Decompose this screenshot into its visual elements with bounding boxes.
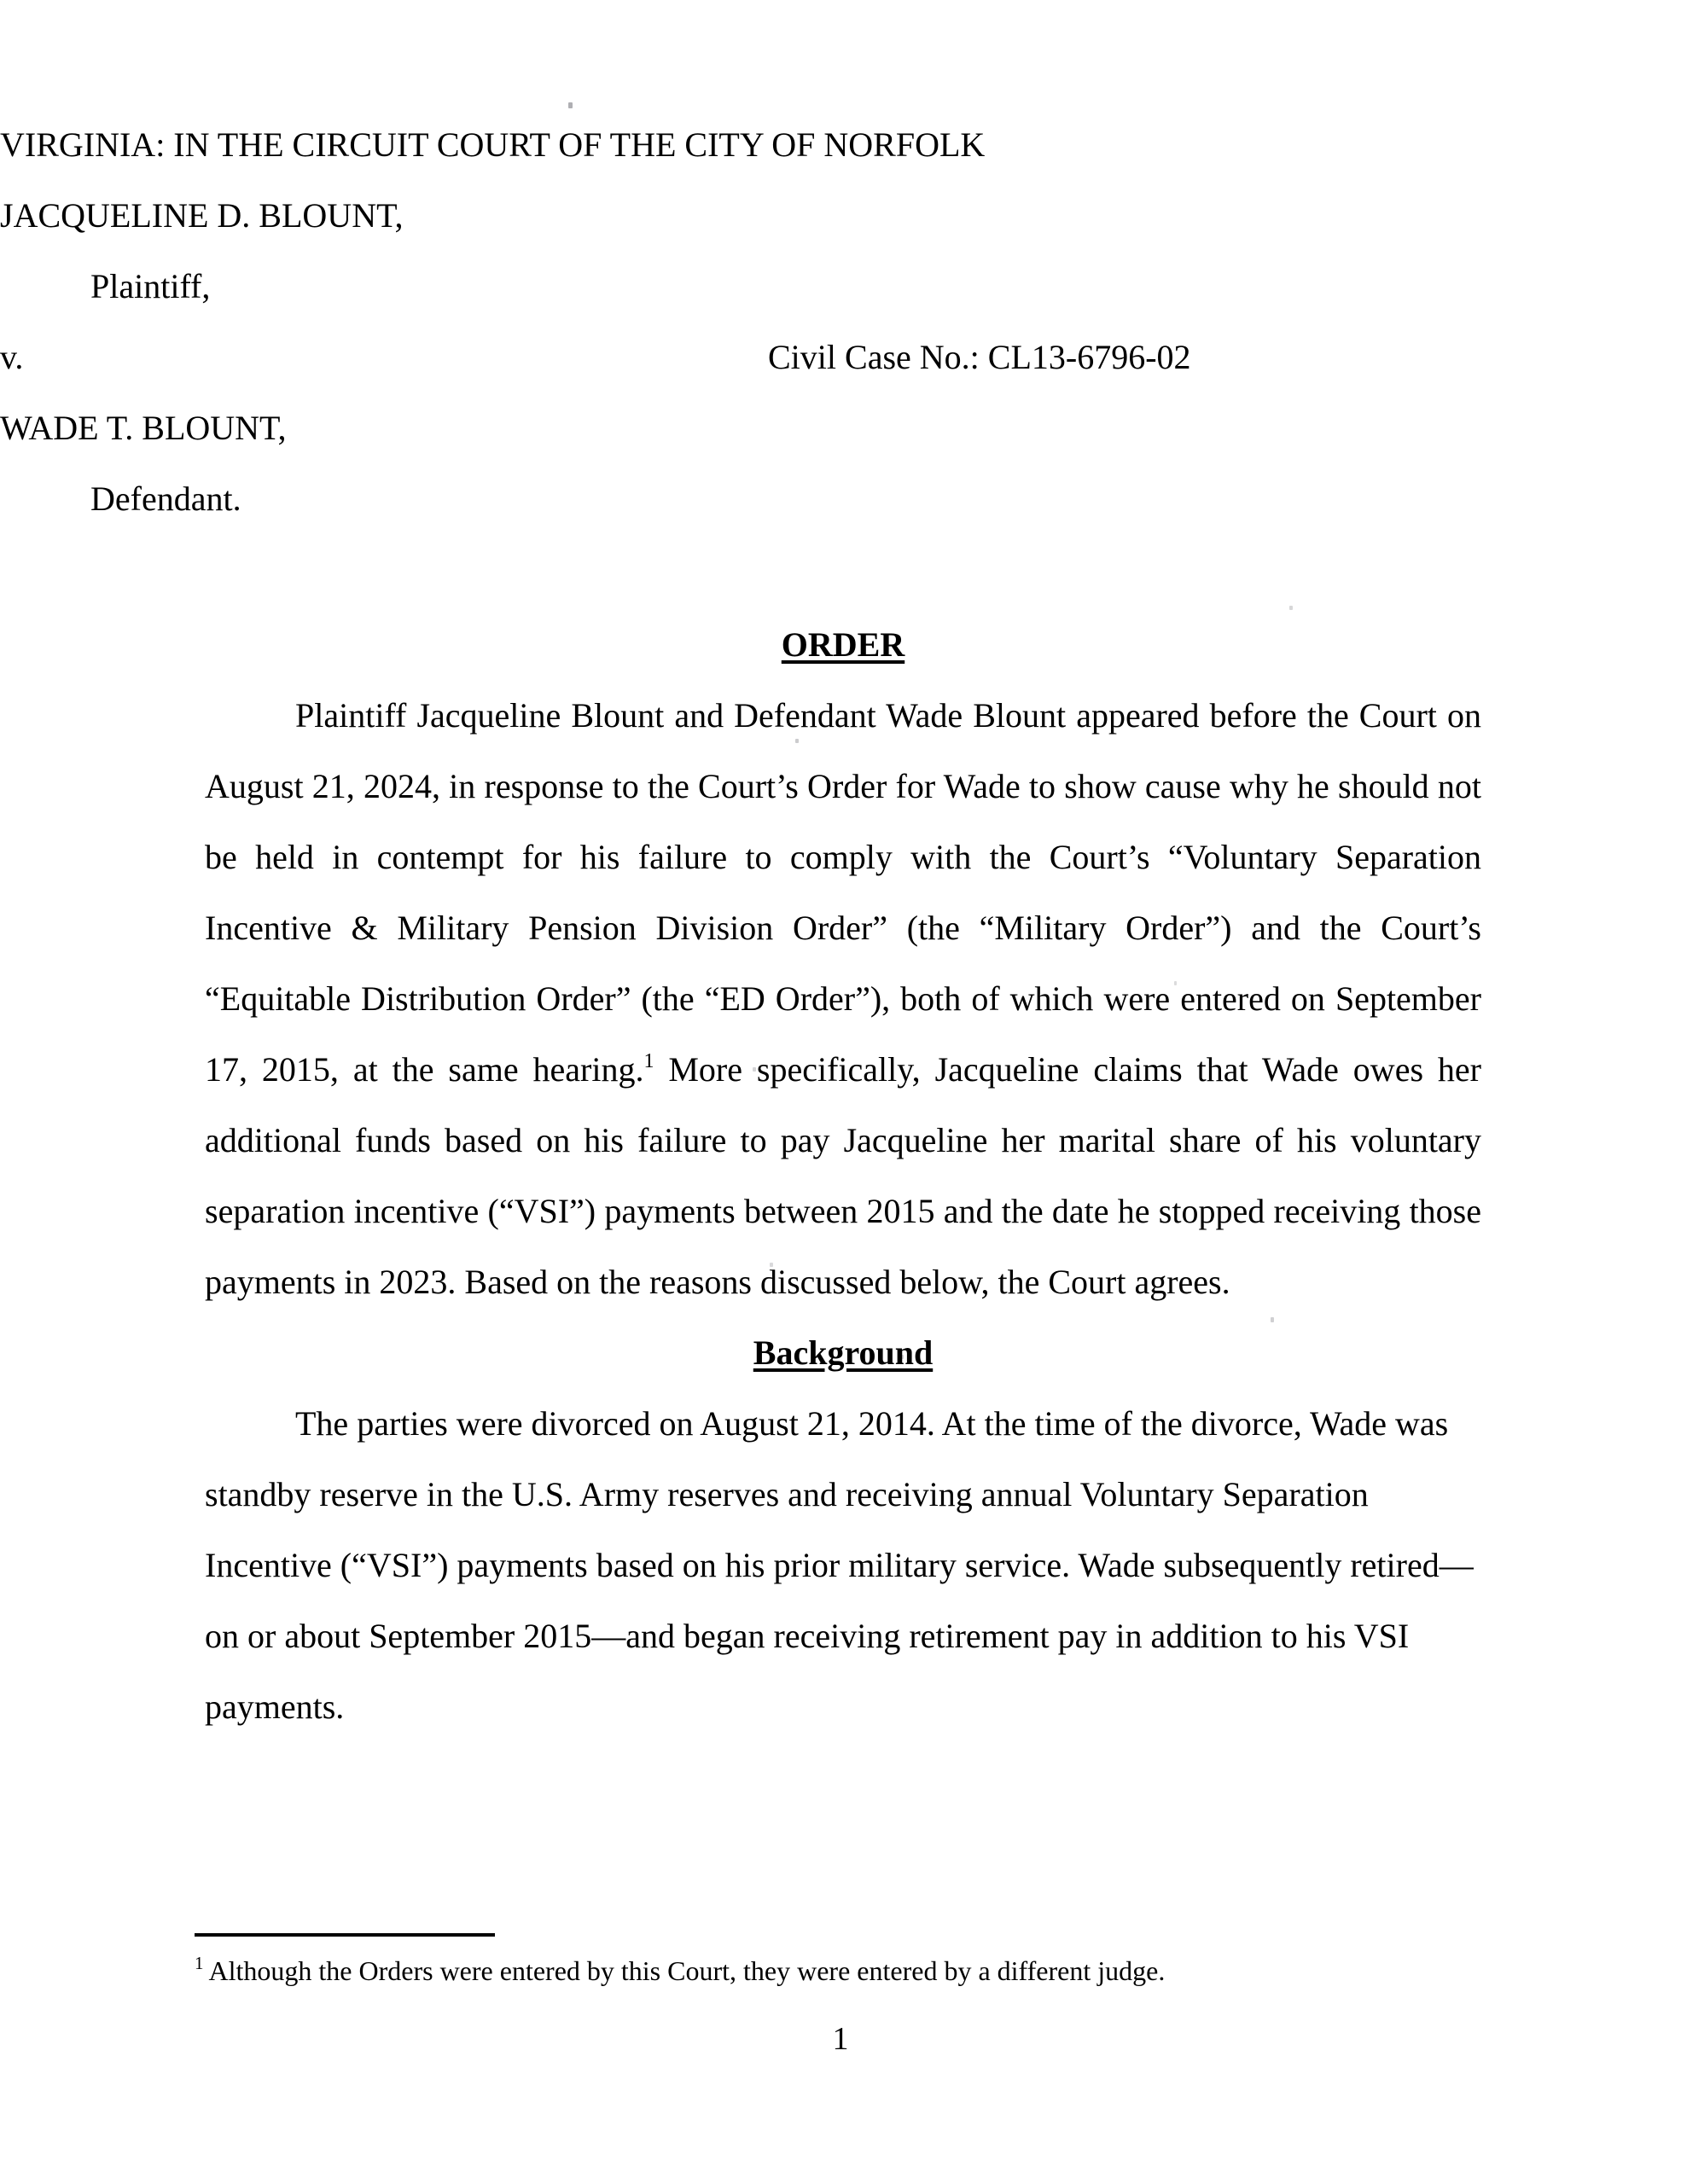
court-jurisdiction-line: VIRGINIA: IN THE CIRCUIT COURT OF THE CITY OF NORFOLK [0,125,986,164]
order-heading [205,609,1481,680]
order-paragraph-part2: More specifically, Jacqueline claims that Wade owes her additional funds based on his failure to pay Jacqueline her marital share of his voluntary separation incentive (“VSI”) payments between 2015 and the date he stopped receiving those payments in 2023. Based on the reasons discussed below, the Court agrees. [205,1050,1481,1301]
background-heading [205,1317,1481,1388]
footnote-separator-rule [195,1933,495,1937]
plaintiff-name: JACQUELINE D. BLOUNT, [0,196,404,235]
case-caption [0,109,1277,534]
background-paragraph: The parties were divorced on August 21, 2014. At the time of the divorce, Wade was standby reserve in the U.S. Army reserves and receiving annual Voluntary Separation Incentive (“VSI”) payments based on his prior military service. Wade subsequently retired—on or about September 2015—and began receiving retirement pay in addition to his VSI payments. [205,1404,1474,1726]
background-heading-text: Background [753,1333,934,1372]
order-heading-text: ORDER [781,625,905,664]
footnote-reference-1[interactable]: 1 [643,1050,654,1072]
case-number: Civil Case No.: CL13-6796-02 [768,338,1191,376]
versus-label: v. [0,338,24,376]
footnote-text: Although the Orders were entered by this Court, they were entered by a different judge. [208,1955,1166,1986]
order-body-region [205,609,1481,1742]
order-paragraph [205,680,1481,1317]
page-number: 1 [832,2021,849,2057]
order-paragraph-part1: Plaintiff Jacqueline Blount and Defendant Wade Blount appeared before the Court on August 21, 2024, in response to the Court’s Order for Wade to show cause why he should not be held in contempt for his failure to comply with the Court’s “Voluntary Separation Incentive & Military Pension Division Order” (the “Military Order”) and the Court’s “Equitable Distribution Order” (the “ED Order”), both of which were entered on September 17, 2015, at the same hearing. [205,696,1481,1089]
versus-row [0,322,1277,392]
footnote-1 [195,1952,1475,1989]
defendant-role-label: Defendant. [90,479,241,518]
plaintiff-role-label: Plaintiff, [90,267,211,305]
defendant-name: WADE T. BLOUNT, [0,409,287,447]
footnote-marker: 1 [195,1953,204,1973]
scan-artifact [568,102,573,108]
